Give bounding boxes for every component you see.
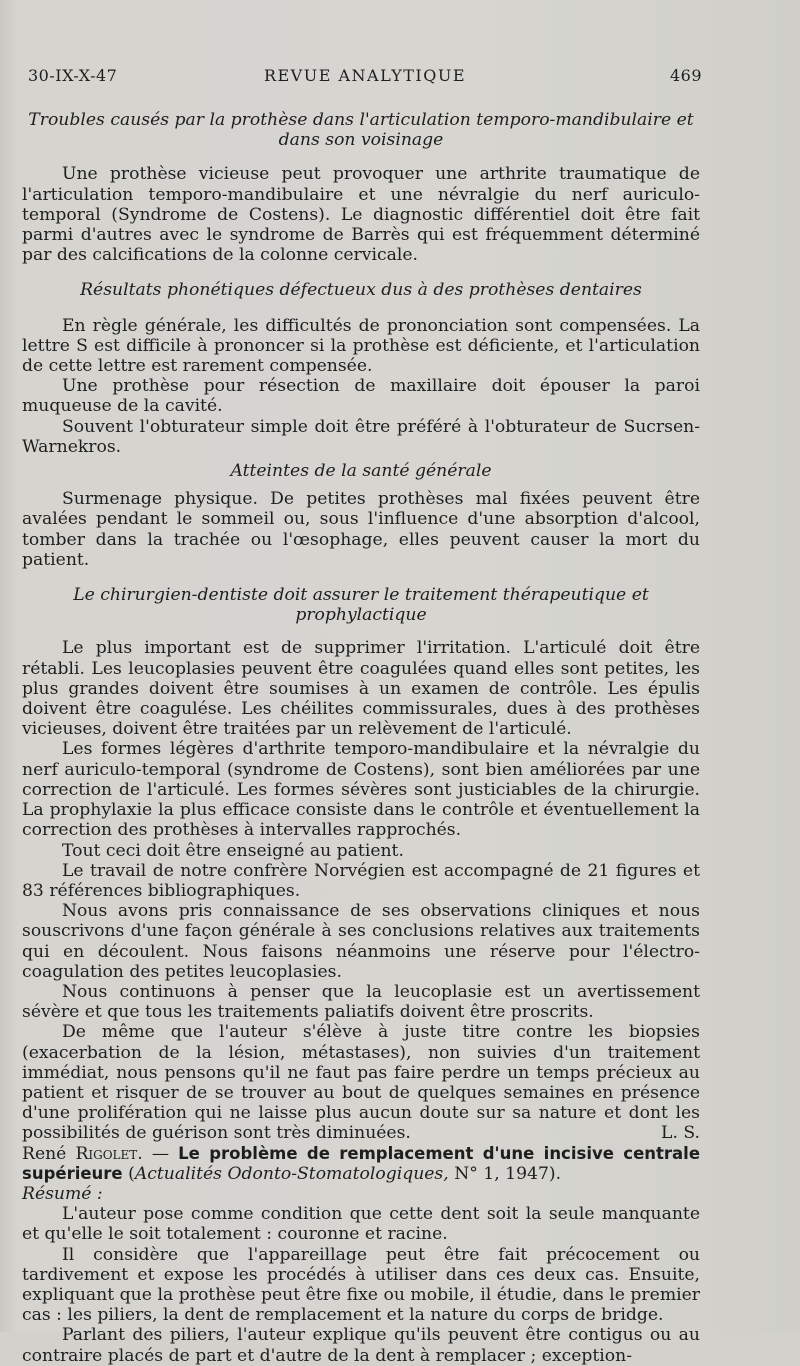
author-last-name: Rigolet.	[75, 1143, 143, 1164]
section-title-prosthesis-troubles: Troubles causés par la prothèse dans l'articulation temporo-mandibulaire et dans son voisinage	[28, 110, 694, 151]
author-first-name: René	[22, 1143, 67, 1164]
paragraph: Tout ceci doit être enseigné au patient.	[62, 840, 404, 861]
dash: —	[151, 1143, 170, 1164]
running-header	[28, 66, 702, 88]
paragraph-with-signature	[22, 1022, 700, 1143]
paragraph: Le travail de notre confrère Norvégien est accompagné de 21 figures et 83 références bibliographiques.	[22, 860, 700, 901]
section-title-phonetic-results: Résultats phonétiques défectueux dus à des prothèses dentaires	[80, 280, 642, 301]
paragraph: L'auteur pose comme condition que cette dent soit la seule manquante et qu'elle le soit totalement : couronne et racine.	[22, 1204, 700, 1245]
paragraph: Nous avons pris connaissance de ses observations cliniques et nous souscrivons d'une façon générale à ses conclusions relatives aux traitements qui en découlent. Nous faisons néanmoins une réserve pour l'électro-coagulation des petites leucoplasies.	[22, 901, 700, 982]
journal-name: Actualités Odonto-Stomatologiques,	[134, 1163, 449, 1184]
issue-year: N° 1, 1947).	[454, 1163, 562, 1184]
page-number: 469	[669, 66, 702, 85]
header-journal-title: REVUE ANALYTIQUE	[263, 66, 467, 85]
paragraph: Parlant des piliers, l'auteur explique qu'ils peuvent être contigus ou au contraire placés de part et d'autre de la dent à remplacer ; exception-	[22, 1325, 700, 1366]
paragraph: En règle générale, les difficultés de prononciation sont compensées. La lettre S est difficile à prononcer si la prothèse est déficiente, et l'articulation de cette lettre est rarement compensée.	[22, 315, 700, 377]
article-reference	[22, 1144, 700, 1184]
paragraph-text: De même que l'auteur s'élève à juste titre contre les biopsies (exacerbation de la lésion, métastases), non suivies d'un traitement immédiat, nous pensons qu'il ne faut pas faire perdre un temps précieux au patient et risquer de se trouver au bout de quelques semaines en présence d'une prolifération qui ne laisse plus aucun doute sur sa nature et dont les possibilités de guérison sont très diminuées.	[22, 1022, 700, 1144]
reviewer-signature: L. S.	[661, 1123, 700, 1144]
paragraph: Surmenage physique. De petites prothèses mal fixées peuvent être avalées pendant le sommeil ou, sous l'influence d'une absorption d'alcool, tomber dans la trachée ou l'œsophage, elles peuvent causer la mort du patient.	[22, 489, 700, 570]
article-title: Le problème de remplacement d'une incisive centrale supérieure	[22, 1143, 701, 1183]
paragraph: Les formes légères d'arthrite temporo-mandibulaire et la névralgie du nerf auriculo-temporal (syndrome de Costens), sont bien améliorées par une correction de l'articulé. Les formes sévères sont justiciables de la chirurgie. La prophylaxie la plus efficace consiste dans le contrôle et éventuellement la correction des prothèses à intervalles rapprochés.	[22, 739, 700, 841]
header-date: 30-IX-X-47	[28, 66, 118, 85]
paragraph: Une prothèse vicieuse peut provoquer une arthrite traumatique de l'articulation temporo-mandibulaire et une névralgie du nerf auriculo-temporal (Syndrome de Costens). Le diagnostic différentiel doit être fait parmi d'autres avec le syndrome de Barrès qui est fréquemment déterminé par des calcifications de la colonne cervicale.	[22, 164, 700, 266]
paragraph: Une prothèse pour résection de maxillaire doit épouser la paroi muqueuse de la cavité.	[22, 376, 700, 417]
resume-label: Résumé :	[22, 1183, 103, 1204]
paragraph: Le plus important est de supprimer l'irritation. L'articulé doit être rétabli. Les leucoplasies peuvent être coagulées quand elles sont petites, les plus grandes doivent être soumises à un examen de contrôle. Les épulis doivent être coagulése. Les chéilites commissurales, dues à des prothèses vicieuses, doivent être traitées par un relèvement de l'articulé.	[22, 638, 700, 740]
paragraph: Souvent l'obturateur simple doit être préféré à l'obturateur de Sucrsen-Warnekros.	[22, 416, 700, 457]
ref-open-paren: (	[128, 1163, 135, 1184]
section-title-treatment: Le chirurgien-dentiste doit assurer le traitement thérapeutique et prophylactique	[73, 585, 649, 626]
page-body	[22, 110, 700, 1366]
paragraph: Nous continuons à penser que la leucoplasie est un avertissement sévère et que tous les traitements paliatifs doivent être proscrits.	[22, 981, 700, 1023]
paragraph: Il considère que l'appareillage peut être fait précocement ou tardivement et expose les procédés à utiliser dans ces deux cas. Ensuite, expliquant que la prothèse peut être fixe ou mobile, il étudie, dans le premier cas : les piliers, la dent de remplacement et la nature du corps de bridge.	[22, 1244, 700, 1326]
section-title-general-health: Atteintes de la santé générale	[230, 461, 492, 482]
